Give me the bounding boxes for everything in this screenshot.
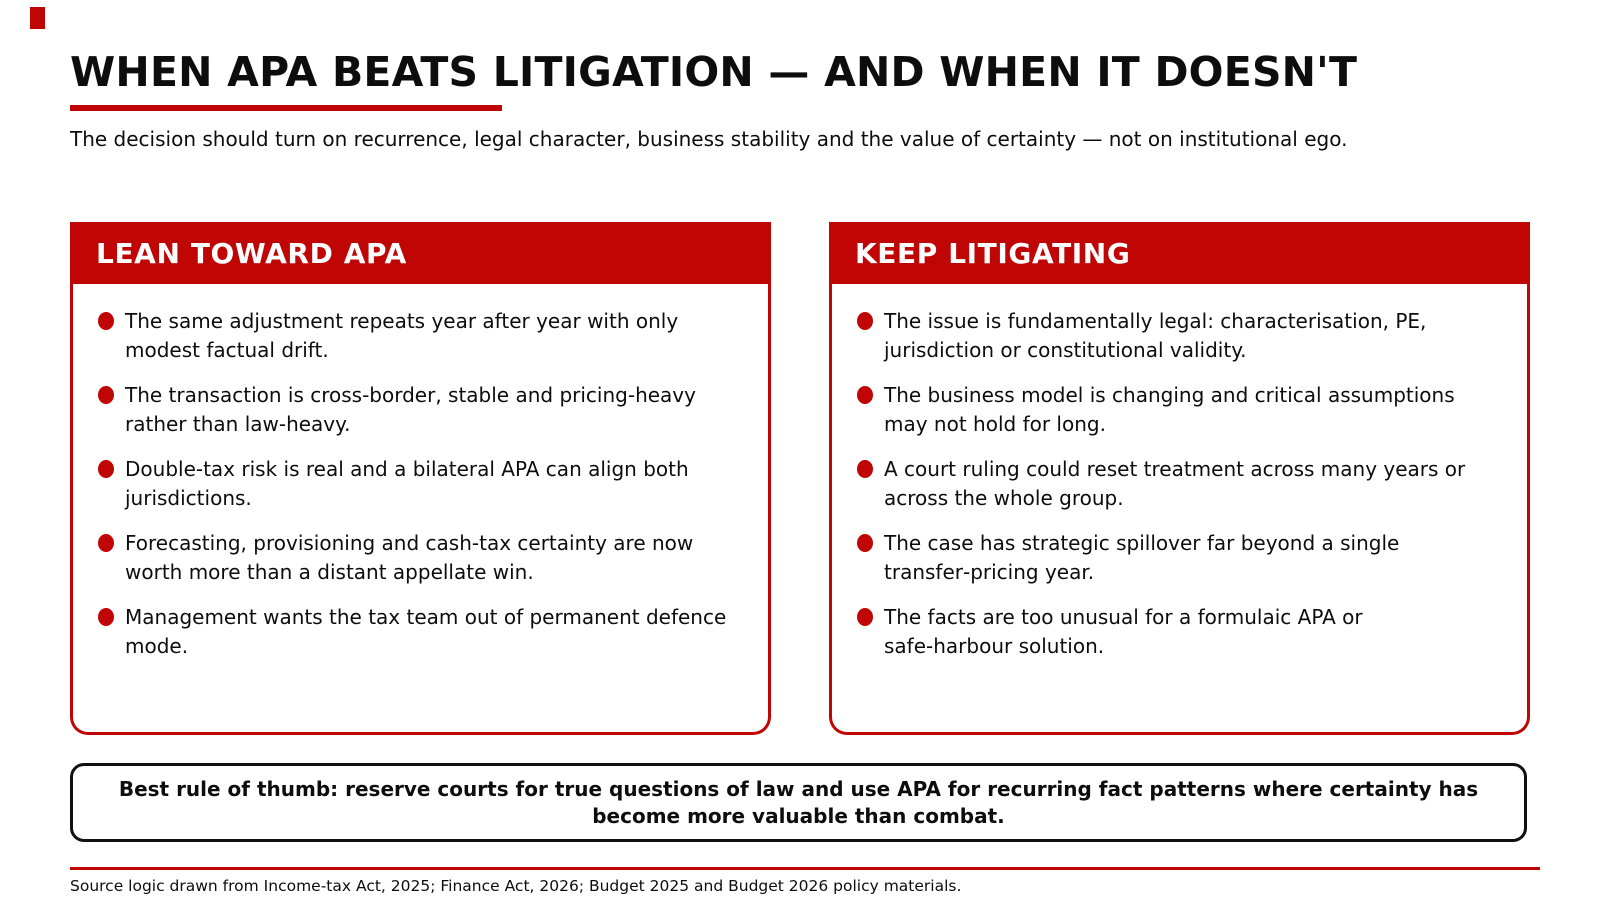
bullet-dot-icon: [98, 386, 114, 404]
list-item-text: The issue is fundamentally legal: characterisation, PE, jurisdiction or constitutional validity.: [884, 309, 1427, 362]
list-item-text: The transaction is cross-border, stable and pricing-heavy rather than law-heavy.: [125, 383, 696, 436]
list-item: [98, 455, 768, 513]
bullet-dot-icon: [857, 386, 873, 404]
title-underline: [70, 105, 502, 111]
page-title: WHEN APA BEATS LITIGATION — AND WHEN IT DOESN'T: [70, 48, 1358, 96]
list-item-text: The business model is changing and critical assumptions may not hold for long.: [884, 383, 1455, 436]
list-item: [857, 381, 1527, 439]
card-lean-toward-apa-header: LEAN TOWARD APA: [70, 222, 771, 284]
rule-of-thumb-callout: [70, 763, 1527, 842]
card-lean-toward-apa-list: [70, 284, 771, 735]
list-item: [98, 603, 768, 661]
list-item-text: The facts are too unusual for a formulaic APA or safe‑harbour solution.: [884, 605, 1363, 658]
rule-of-thumb-text: Best rule of thumb: reserve courts for true questions of law and use APA for recurring fact patterns where certainty has become more valuable than combat.: [118, 776, 1479, 828]
list-item-text: Forecasting, provisioning and cash-tax certainty are now worth more than a distant appellate win.: [125, 531, 694, 584]
list-item-text: Management wants the tax team out of permanent defence mode.: [125, 605, 727, 658]
list-item: [857, 529, 1527, 587]
card-keep-litigating-list: [829, 284, 1530, 735]
list-item: [98, 381, 768, 439]
list-item: [857, 455, 1527, 513]
bullet-dot-icon: [857, 312, 873, 330]
bullet-dot-icon: [98, 534, 114, 552]
bullet-dot-icon: [98, 460, 114, 478]
bullet-dot-icon: [857, 534, 873, 552]
source-note: Source logic drawn from Income-tax Act, 2025; Finance Act, 2026; Budget 2025 and Budget 2026 policy materials.: [70, 877, 962, 895]
list-item: [98, 529, 768, 587]
red-corner-mark: [30, 7, 45, 29]
list-item-text: The same adjustment repeats year after year with only modest factual drift.: [125, 309, 679, 362]
bullet-dot-icon: [857, 460, 873, 478]
list-item-text: The case has strategic spillover far beyond a single transfer‑pricing year.: [884, 531, 1400, 584]
page-subtitle: The decision should turn on recurrence, legal character, business stability and the value of certainty — not on institutional ego.: [70, 127, 1348, 151]
list-item: [857, 307, 1527, 365]
card-lean-toward-apa: [70, 222, 771, 735]
card-keep-litigating: [829, 222, 1530, 735]
list-item: [857, 603, 1527, 661]
card-keep-litigating-header: KEEP LITIGATING: [829, 222, 1530, 284]
footer-divider: [70, 867, 1540, 870]
list-item-text: A court ruling could reset treatment across many years or across the whole group.: [884, 457, 1466, 510]
list-item: [98, 307, 768, 365]
bullet-dot-icon: [98, 312, 114, 330]
bullet-dot-icon: [857, 608, 873, 626]
bullet-dot-icon: [98, 608, 114, 626]
list-item-text: Double-tax risk is real and a bilateral APA can align both jurisdictions.: [125, 457, 689, 510]
comparison-cards: [70, 222, 1530, 735]
